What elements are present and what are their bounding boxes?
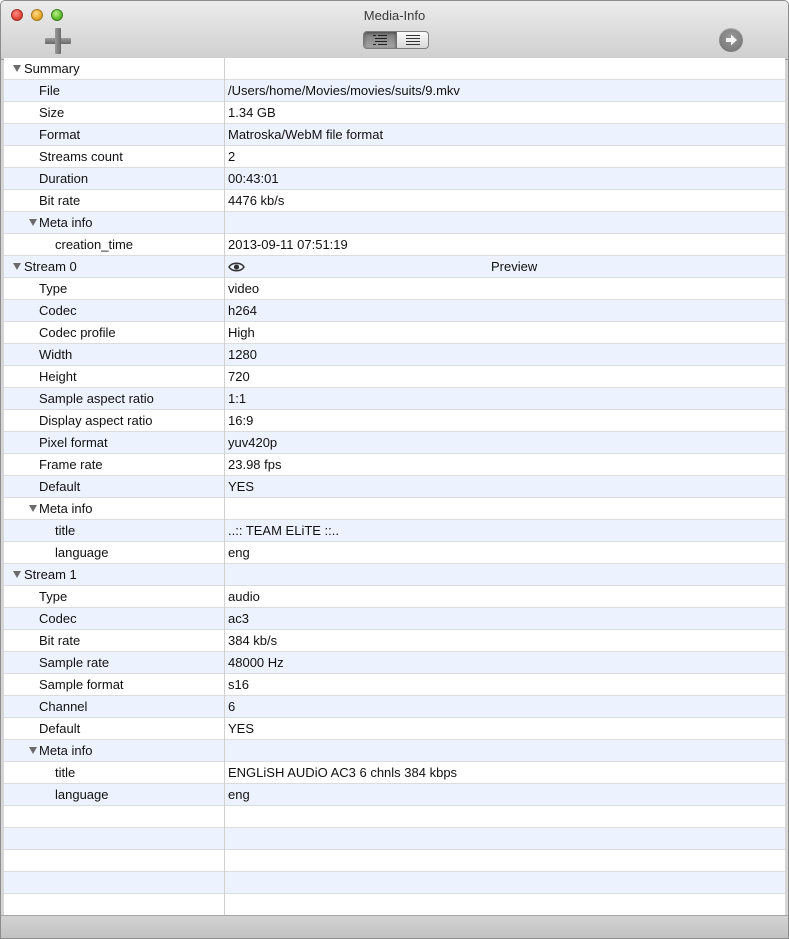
disclosure-triangle-icon[interactable] [13,571,21,578]
row-value: h264 [228,303,257,318]
empty-table-row[interactable] [4,806,785,828]
row-key: Format [39,127,81,142]
row-key: Meta info [39,215,93,230]
row-key: Duration [39,171,89,186]
row-value: YES [228,479,255,494]
empty-table-row[interactable] [4,894,785,915]
column-separator [224,58,225,915]
table-row[interactable] [4,322,785,344]
row-value: ac3 [228,611,249,626]
title-bar [1,1,788,60]
row-key: title [55,523,76,538]
table-group-row[interactable] [4,740,785,762]
list-view-button[interactable] [397,32,429,48]
table-row[interactable] [4,542,785,564]
table-row[interactable] [4,718,785,740]
row-key: Sample aspect ratio [39,391,154,406]
go-button[interactable] [719,28,743,52]
row-key: language [55,787,109,802]
row-key: Codec [39,303,77,318]
table-row[interactable] [4,674,785,696]
row-value: 4476 kb/s [228,193,285,208]
row-value: 1280 [228,347,257,362]
row-key: language [55,545,109,560]
row-value: 1:1 [228,391,247,406]
row-key: title [55,765,76,780]
table-row[interactable] [4,190,785,212]
disclosure-triangle-icon[interactable] [29,747,37,754]
table-row[interactable] [4,608,785,630]
row-key: Bit rate [39,193,81,208]
row-value: yuv420p [228,435,278,450]
row-key: Meta info [39,743,93,758]
row-value: eng [228,545,250,560]
row-value: s16 [228,677,249,692]
table-group-row[interactable] [4,212,785,234]
table-row[interactable] [4,520,785,542]
row-value: 00:43:01 [228,171,279,186]
table-row[interactable] [4,784,785,806]
row-key: Frame rate [39,457,103,472]
table-row[interactable] [4,410,785,432]
table-row[interactable] [4,344,785,366]
table-row[interactable] [4,80,785,102]
table-row[interactable] [4,102,785,124]
table-group-row[interactable] [4,256,785,278]
row-key: creation_time [55,237,134,252]
row-value: /Users/home/Movies/movies/suits/9.mkv [228,83,460,98]
row-key: Default [39,479,81,494]
row-key: Width [39,347,73,362]
table-row[interactable] [4,388,785,410]
row-value: audio [228,589,260,604]
row-value: 48000 Hz [228,655,284,670]
table-row[interactable] [4,454,785,476]
window-title: Media-Info [363,8,426,23]
table-row[interactable] [4,300,785,322]
row-value: 720 [228,369,250,384]
row-key: Size [39,105,65,120]
outline-view-icon [373,35,387,45]
row-key: Meta info [39,501,93,516]
row-key: Codec profile [39,325,116,340]
table-group-row[interactable] [4,564,785,586]
table-row[interactable] [4,366,785,388]
row-value: 16:9 [228,413,254,428]
bottom-bar [1,915,788,939]
row-key: Height [39,369,77,384]
disclosure-triangle-icon[interactable] [13,263,21,270]
row-key: Type [39,281,68,296]
row-key: File [39,83,60,98]
empty-table-row[interactable] [4,850,785,872]
row-value: High [228,325,255,340]
table-row[interactable] [4,234,785,256]
row-key: Summary [24,61,80,76]
row-key: Sample rate [39,655,110,670]
row-value: 384 kb/s [228,633,278,648]
row-value: ..:: TEAM ELiTE ::.. [228,523,340,538]
row-key: Streams count [39,149,123,164]
list-view-icon [406,35,420,45]
row-value: YES [228,721,255,736]
row-value: 23.98 fps [228,457,282,472]
disclosure-triangle-icon[interactable] [29,219,37,226]
table-row[interactable] [4,652,785,674]
table-group-row[interactable] [4,58,785,80]
table-row[interactable] [4,146,785,168]
row-key: Pixel format [39,435,108,450]
add-file-button[interactable] [45,28,71,54]
outline-view-button[interactable] [364,32,397,48]
table-group-row[interactable] [4,498,785,520]
arrow-right-circle-icon [719,28,743,52]
empty-table-row[interactable] [4,828,785,850]
table-row[interactable] [4,124,785,146]
row-value: Matroska/WebM file format [228,127,384,142]
row-key: Channel [39,699,88,714]
table-row[interactable] [4,432,785,454]
row-key: Stream 0 [24,259,77,274]
row-key: Default [39,721,81,736]
row-value: eng [228,787,250,802]
table-row[interactable] [4,476,785,498]
preview-button[interactable]: Preview [491,259,538,274]
table-row[interactable] [4,586,785,608]
table-row[interactable] [4,762,785,784]
row-value: 2 [228,149,236,164]
table-row[interactable] [4,278,785,300]
row-value: 2013-09-11 07:51:19 [228,237,348,252]
row-key: Sample format [39,677,124,692]
row-key: Bit rate [39,633,81,648]
media-info-outline-table[interactable] [4,58,785,915]
row-value: 6 [228,699,236,714]
empty-table-row[interactable] [4,872,785,894]
row-key: Display aspect ratio [39,413,153,428]
row-key: Type [39,589,68,604]
row-value: video [228,281,260,296]
disclosure-triangle-icon[interactable] [29,505,37,512]
disclosure-triangle-icon[interactable] [13,65,21,72]
table-row[interactable] [4,630,785,652]
table-row[interactable] [4,168,785,190]
view-mode-segmented-control[interactable] [363,31,429,49]
row-value: ENGLiSH AUDiO AC3 6 chnls 384 kbps [228,765,458,780]
row-key: Stream 1 [24,567,77,582]
row-key: Codec [39,611,77,626]
eye-icon[interactable] [228,261,245,273]
row-value: 1.34 GB [228,105,276,120]
table-row[interactable] [4,696,785,718]
